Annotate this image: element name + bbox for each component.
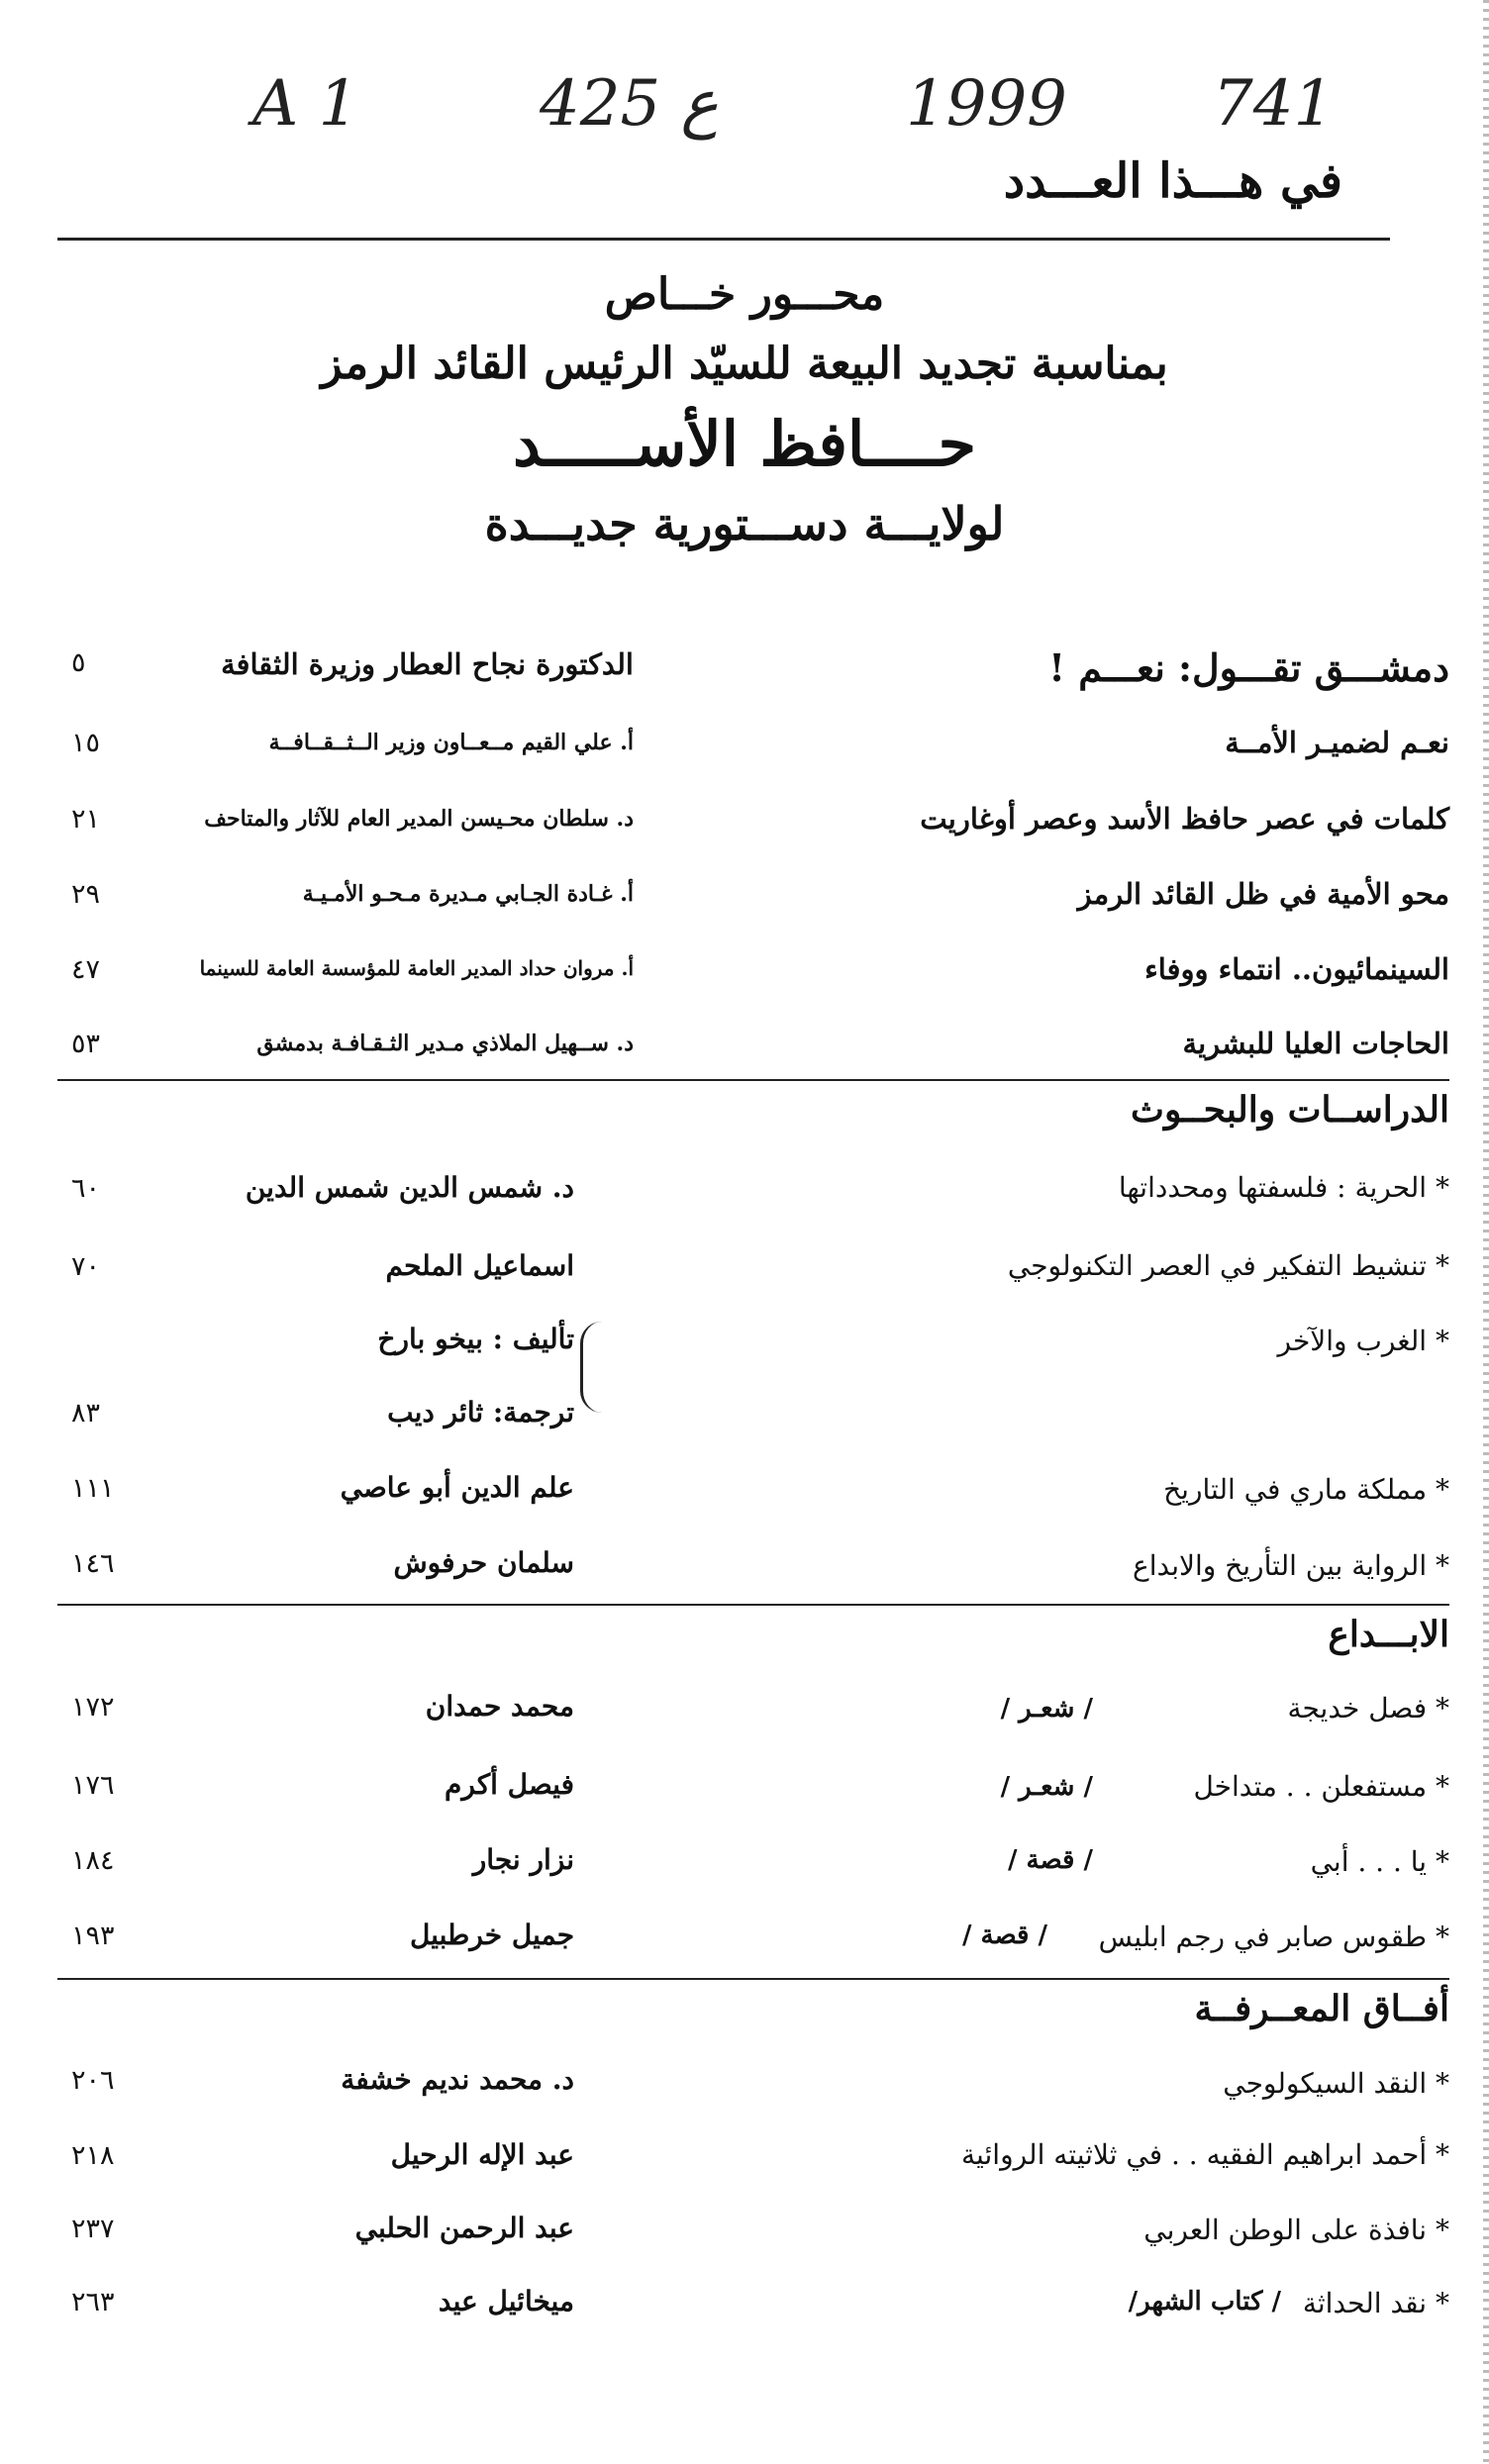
list-item-author: د. سلطان محـيسن المدير العام للآثار والمتاحف [204,806,634,832]
list-item-author: ميخائيل عيد [438,2285,574,2317]
list-item-page: ١٩٣ [71,1921,115,1951]
handwritten-mark-a: A 1 [252,67,359,141]
list-item-author: د. ســهيل الملاذي مـدير الثـقـافـة بدمشق [256,1031,634,1056]
list-item-title: * طقوس صابر في رجم ابليس [1098,1921,1449,1953]
special-subheading: بمناسبة تجديد البيعة للسيّد الرئيس القائد الرمز [321,339,1168,389]
section-heading-studies: الدراســات والبحــوث [1131,1089,1449,1131]
list-item-title: السينمائيون.. انتماء ووفاء [1144,952,1449,986]
list-item-page: ٦٠ [71,1173,101,1204]
list-item-page: ٤٧ [71,954,101,985]
handwritten-mark-c: 1999 [906,67,1067,141]
list-item-page: ١١١ [71,1473,115,1504]
list-item-author: سلمان حرفوش [393,1546,574,1579]
list-item-title: دمشـــق تقـــول: نعـــم ! [1048,645,1449,690]
section-heading-horizons: أفــاق المعــرفــة [1194,1988,1449,2029]
list-item-author: فيصل أكرم [445,1768,574,1801]
list-item-author: علم الدين أبو عاصي [340,1471,574,1504]
list-item-page: ٢٠٦ [71,2065,115,2096]
list-item-page: ٧٠ [71,1251,101,1282]
list-item-page: ٢١٨ [71,2140,115,2171]
list-item-genre: / قصة / [961,1921,1047,1950]
section-divider [57,1079,1449,1081]
list-item-author: جميل خرطبيل [409,1919,574,1951]
section-divider [57,1978,1449,1980]
list-item-page: ٥٣ [71,1029,101,1059]
list-item-author: نزار نجار [472,1843,574,1876]
list-item-title: * نافذة على الوطن العربي [1143,2214,1449,2246]
list-item-page: ١٤٦ [71,1548,115,1579]
list-item-page: ٥ [71,647,86,678]
list-item-page: ١٨٤ [71,1845,115,1876]
list-item-page: ٢٦٣ [71,2287,115,2317]
list-item-title: * الرواية بين التأريخ والابداع [1133,1549,1449,1582]
list-item-page: ٢١ [71,804,101,835]
list-item-title: محو الأمية في ظل القائد الرمز [1077,877,1449,911]
list-item-author: محمد حمدان [425,1690,574,1723]
list-item-genre: / كتاب الشهر/ [1128,2287,1281,2316]
list-item-title: * مستفعلن . . متداخل [1193,1770,1449,1803]
list-item-title: * أحمد ابراهيم الفقيه . . في ثلاثيته الروائية [961,2138,1449,2171]
special-name: حــــافظ الأســـــد [513,408,976,480]
handwritten-mark-b: 425 ع [540,67,719,141]
list-item-author: أ. مروان حداد المدير العامة للمؤسسة العامة للسينما [199,956,634,980]
list-item-author: اسماعيل الملحم [385,1249,574,1282]
list-item-title: الحاجات العليا للبشرية [1182,1027,1449,1060]
list-item-author: أ. علي القيم مــعــاون وزير الــثــقــافــة [268,730,634,755]
list-item-title: * يا . . . أبي [1310,1845,1449,1878]
list-item-author: الدكتورة نجاح العطار وزيرة الثقافة [221,647,634,681]
list-item-title: * فصل خديجة [1287,1692,1449,1725]
list-item-title: * نقد الحداثة [1302,2287,1449,2319]
handwritten-mark-d: 741 [1213,67,1335,141]
list-item-page: ١٧٢ [71,1692,115,1723]
list-item-genre: / قصة / [1007,1845,1093,1875]
list-item-page: ١٧٦ [71,1770,115,1801]
list-item-author: عبد الإله الرحيل [390,2138,574,2171]
list-item-author: ترجمة: ثائر ديب [387,1396,574,1429]
list-item-author: عبد الرحمن الحلبي [354,2212,574,2244]
list-item-title: * تنشيط التفكير في العصر التكنولوجي [1007,1249,1449,1282]
list-item-page: ٨٣ [71,1398,101,1429]
list-item-page: ٢٩ [71,879,101,910]
list-item-author: أ. غـادة الجـابي مـديرة مـحـو الأمـيـة [302,881,634,907]
list-item-title: * الحرية : فلسفتها ومحدداتها [1118,1171,1449,1204]
section-divider [57,1604,1449,1606]
list-item-title: كلمات في عصر حافظ الأسد وعصر أوغاريت [920,802,1449,836]
list-item-title: نعـم لضميـر الأمــة [1225,726,1449,759]
list-item-author: د. محمد نديم خشفة [341,2063,574,2096]
list-item-page: ١٥ [71,728,101,758]
list-item-title: * النقد السيكولوجي [1223,2067,1449,2100]
list-item-author: د. شمس الدين شمس الدين [245,1171,574,1204]
special-term: لولايـــة دســـتورية جديـــدة [484,497,1005,550]
list-item-page: ٢٣٧ [71,2214,115,2244]
list-item-genre: / شعـر / [1000,1772,1093,1802]
title-divider [57,238,1390,241]
special-heading: محـــور خـــاص [604,269,885,320]
list-item-title: * الغرب والآخر [1277,1325,1449,1357]
list-item-title: * مملكة ماري في التاريخ [1163,1473,1449,1506]
brace-mark [580,1322,605,1413]
page-title: في هـــذا العـــدد [1003,153,1342,209]
list-item-genre: / شعـر / [1000,1694,1093,1724]
section-heading-creativity: الابـــداع [1328,1614,1449,1655]
list-item-author: تأليف : بيخو بارخ [377,1323,574,1355]
